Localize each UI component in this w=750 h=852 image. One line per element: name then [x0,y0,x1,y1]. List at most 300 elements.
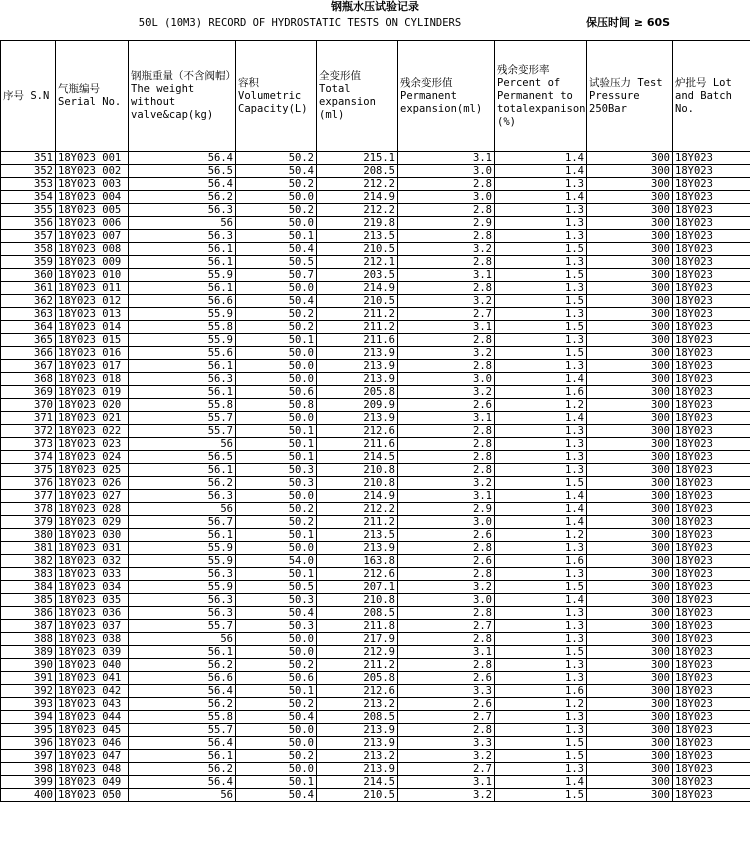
cell-sn: 371 [1,412,56,425]
cell-total-expansion: 207.1 [317,581,398,594]
cell-capacity: 50.0 [236,763,317,776]
cell-serial-no: 18Y023 042 [56,685,129,698]
table-row [1,217,750,230]
cell-weight: 56.2 [129,477,236,490]
cell-test-pressure: 300 [587,750,673,763]
cell-permanent-expansion: 2.6 [398,529,495,542]
cell-lot-batch: 18Y023 [673,685,750,698]
cell-permanent-expansion: 2.8 [398,633,495,646]
cell-weight: 56.4 [129,152,236,165]
cell-lot-batch: 18Y023 [673,204,750,217]
cell-serial-no: 18Y023 020 [56,399,129,412]
cell-total-expansion: 210.8 [317,477,398,490]
cell-serial-no: 18Y023 021 [56,412,129,425]
cell-sn: 369 [1,386,56,399]
table-row [1,282,750,295]
cell-weight: 56.7 [129,516,236,529]
cell-weight: 56.3 [129,490,236,503]
table-row [1,152,750,165]
cell-serial-no: 18Y023 046 [56,737,129,750]
cell-permanent-expansion: 2.7 [398,620,495,633]
cell-permanent-expansion: 2.8 [398,204,495,217]
cell-capacity: 50.1 [236,529,317,542]
cell-lot-batch: 18Y023 [673,451,750,464]
cell-weight: 56.1 [129,282,236,295]
cell-weight: 56.1 [129,646,236,659]
cell-weight: 56.4 [129,178,236,191]
cell-sn: 396 [1,737,56,750]
table-row [1,594,750,607]
cell-permanent-expansion: 2.8 [398,256,495,269]
cell-total-expansion: 212.6 [317,685,398,698]
cell-weight: 56.2 [129,698,236,711]
table-row [1,347,750,360]
cell-sn: 359 [1,256,56,269]
cell-weight: 55.9 [129,308,236,321]
cell-weight: 56.3 [129,373,236,386]
cell-total-expansion: 210.8 [317,594,398,607]
cell-serial-no: 18Y023 048 [56,763,129,776]
cell-serial-no: 18Y023 006 [56,217,129,230]
cell-total-expansion: 208.5 [317,607,398,620]
cell-total-expansion: 205.8 [317,386,398,399]
cell-percent: 1.4 [495,490,587,503]
cell-permanent-expansion: 3.3 [398,737,495,750]
cell-total-expansion: 211.2 [317,308,398,321]
cell-serial-no: 18Y023 010 [56,269,129,282]
cell-weight: 56.3 [129,594,236,607]
table-row [1,412,750,425]
table-row [1,191,750,204]
cell-percent: 1.3 [495,672,587,685]
cell-total-expansion: 213.5 [317,529,398,542]
cell-percent: 1.2 [495,698,587,711]
cell-lot-batch: 18Y023 [673,711,750,724]
cell-permanent-expansion: 3.2 [398,243,495,256]
cell-test-pressure: 300 [587,464,673,477]
cell-weight: 55.8 [129,399,236,412]
cell-sn: 364 [1,321,56,334]
cell-permanent-expansion: 2.8 [398,282,495,295]
cell-percent: 1.3 [495,438,587,451]
cell-lot-batch: 18Y023 [673,373,750,386]
cell-capacity: 50.0 [236,737,317,750]
cell-permanent-expansion: 2.8 [398,542,495,555]
cell-lot-batch: 18Y023 [673,607,750,620]
subtitle-row [0,14,750,32]
cell-sn: 384 [1,581,56,594]
cell-lot-batch: 18Y023 [673,217,750,230]
table-row [1,399,750,412]
cell-lot-batch: 18Y023 [673,191,750,204]
cell-capacity: 50.1 [236,685,317,698]
table-row [1,425,750,438]
cell-test-pressure: 300 [587,477,673,490]
cell-permanent-expansion: 3.2 [398,386,495,399]
cell-lot-batch: 18Y023 [673,594,750,607]
cell-permanent-expansion: 2.8 [398,438,495,451]
cell-sn: 377 [1,490,56,503]
cell-sn: 351 [1,152,56,165]
cell-serial-no: 18Y023 027 [56,490,129,503]
cell-test-pressure: 300 [587,425,673,438]
cell-sn: 378 [1,503,56,516]
cell-sn: 391 [1,672,56,685]
table-row [1,724,750,737]
cell-permanent-expansion: 3.0 [398,594,495,607]
cell-lot-batch: 18Y023 [673,568,750,581]
cell-serial-no: 18Y023 028 [56,503,129,516]
cell-capacity: 50.2 [236,204,317,217]
cell-sn: 372 [1,425,56,438]
cell-lot-batch: 18Y023 [673,750,750,763]
cell-capacity: 50.2 [236,152,317,165]
cell-lot-batch: 18Y023 [673,321,750,334]
cell-percent: 1.5 [495,243,587,256]
cell-permanent-expansion: 2.8 [398,425,495,438]
cell-capacity: 50.4 [236,165,317,178]
cell-test-pressure: 300 [587,529,673,542]
table-row [1,321,750,334]
header-weight: 钢瓶重量（不含阀帽）The weight without valve&cap(kg) [129,41,236,152]
cell-weight: 56.4 [129,737,236,750]
cell-capacity: 50.2 [236,516,317,529]
cell-lot-batch: 18Y023 [673,763,750,776]
cell-lot-batch: 18Y023 [673,581,750,594]
cell-percent: 1.3 [495,659,587,672]
cell-percent: 1.2 [495,399,587,412]
cell-test-pressure: 300 [587,711,673,724]
cell-weight: 55.8 [129,321,236,334]
cell-total-expansion: 205.8 [317,672,398,685]
cell-total-expansion: 212.2 [317,178,398,191]
cell-capacity: 50.0 [236,490,317,503]
cell-percent: 1.3 [495,464,587,477]
cell-total-expansion: 203.5 [317,269,398,282]
cell-sn: 353 [1,178,56,191]
cell-total-expansion: 211.2 [317,659,398,672]
cell-weight: 56.3 [129,204,236,217]
cell-percent: 1.5 [495,269,587,282]
cell-test-pressure: 300 [587,724,673,737]
cell-lot-batch: 18Y023 [673,438,750,451]
cell-weight: 56 [129,633,236,646]
cell-permanent-expansion: 2.8 [398,230,495,243]
cell-serial-no: 18Y023 041 [56,672,129,685]
cell-capacity: 50.0 [236,633,317,646]
header-test-pressure: 试验压力 Test Pressure 250Bar [587,41,673,152]
table-row [1,698,750,711]
cell-permanent-expansion: 3.1 [398,776,495,789]
cell-percent: 1.4 [495,776,587,789]
cell-permanent-expansion: 2.7 [398,763,495,776]
cell-serial-no: 18Y023 039 [56,646,129,659]
cell-serial-no: 18Y023 008 [56,243,129,256]
cell-total-expansion: 214.5 [317,451,398,464]
cell-test-pressure: 300 [587,607,673,620]
cell-sn: 392 [1,685,56,698]
cell-weight: 56.1 [129,750,236,763]
cell-lot-batch: 18Y023 [673,698,750,711]
cell-test-pressure: 300 [587,282,673,295]
cell-sn: 366 [1,347,56,360]
cell-lot-batch: 18Y023 [673,464,750,477]
cell-percent: 1.3 [495,425,587,438]
cell-total-expansion: 213.2 [317,750,398,763]
cell-sn: 383 [1,568,56,581]
cell-total-expansion: 208.5 [317,165,398,178]
cell-test-pressure: 300 [587,620,673,633]
cell-weight: 56.1 [129,529,236,542]
cell-weight: 55.7 [129,425,236,438]
cell-percent: 1.4 [495,165,587,178]
cell-capacity: 50.2 [236,659,317,672]
cell-capacity: 50.2 [236,321,317,334]
cell-capacity: 50.2 [236,308,317,321]
cell-total-expansion: 213.5 [317,230,398,243]
cell-lot-batch: 18Y023 [673,646,750,659]
table-row [1,503,750,516]
cell-total-expansion: 208.5 [317,711,398,724]
cell-sn: 393 [1,698,56,711]
cell-sn: 399 [1,776,56,789]
cell-weight: 56.5 [129,451,236,464]
cell-serial-no: 18Y023 036 [56,607,129,620]
cell-serial-no: 18Y023 040 [56,659,129,672]
cell-percent: 1.3 [495,230,587,243]
cell-test-pressure: 300 [587,152,673,165]
table-row [1,633,750,646]
cell-total-expansion: 211.6 [317,438,398,451]
table-row [1,555,750,568]
table-row [1,659,750,672]
cell-lot-batch: 18Y023 [673,477,750,490]
cell-capacity: 50.4 [236,711,317,724]
cell-test-pressure: 300 [587,568,673,581]
cell-permanent-expansion: 2.8 [398,451,495,464]
cell-total-expansion: 213.9 [317,347,398,360]
cell-lot-batch: 18Y023 [673,295,750,308]
cell-capacity: 50.7 [236,269,317,282]
cell-lot-batch: 18Y023 [673,334,750,347]
table-row [1,776,750,789]
cell-total-expansion: 211.6 [317,334,398,347]
cell-permanent-expansion: 2.8 [398,724,495,737]
cell-capacity: 50.0 [236,217,317,230]
table-row [1,204,750,217]
cell-serial-no: 18Y023 005 [56,204,129,217]
cell-sn: 381 [1,542,56,555]
table-row [1,165,750,178]
cell-serial-no: 18Y023 034 [56,581,129,594]
cell-lot-batch: 18Y023 [673,152,750,165]
cell-permanent-expansion: 3.1 [398,321,495,334]
cell-serial-no: 18Y023 043 [56,698,129,711]
cell-weight: 56.6 [129,672,236,685]
cell-lot-batch: 18Y023 [673,516,750,529]
cell-permanent-expansion: 3.0 [398,373,495,386]
cell-sn: 365 [1,334,56,347]
cell-permanent-expansion: 2.7 [398,711,495,724]
cell-weight: 56.5 [129,165,236,178]
header-row [1,41,750,152]
cell-capacity: 50.4 [236,243,317,256]
table-row [1,243,750,256]
cell-capacity: 50.0 [236,360,317,373]
cell-serial-no: 18Y023 013 [56,308,129,321]
cell-test-pressure: 300 [587,763,673,776]
cell-percent: 1.6 [495,555,587,568]
cell-permanent-expansion: 3.0 [398,516,495,529]
cell-percent: 1.3 [495,204,587,217]
cell-capacity: 50.0 [236,542,317,555]
cell-lot-batch: 18Y023 [673,776,750,789]
cell-sn: 362 [1,295,56,308]
cell-sn: 394 [1,711,56,724]
cell-permanent-expansion: 2.8 [398,178,495,191]
cell-test-pressure: 300 [587,399,673,412]
cell-permanent-expansion: 2.9 [398,217,495,230]
subtitle-record-heading: 50L (10M3) RECORD OF HYDROSTATIC TESTS ON CYLINDERS [138,17,462,29]
cell-lot-batch: 18Y023 [673,672,750,685]
cell-weight: 56.3 [129,230,236,243]
cell-permanent-expansion: 2.6 [398,698,495,711]
cell-serial-no: 18Y023 004 [56,191,129,204]
table-row [1,581,750,594]
cell-test-pressure: 300 [587,555,673,568]
cell-percent: 1.4 [495,152,587,165]
cell-capacity: 50.0 [236,646,317,659]
table-row [1,438,750,451]
cell-lot-batch: 18Y023 [673,503,750,516]
table-row [1,334,750,347]
cell-serial-no: 18Y023 018 [56,373,129,386]
cell-serial-no: 18Y023 030 [56,529,129,542]
cell-weight: 55.9 [129,581,236,594]
cell-total-expansion: 212.9 [317,646,398,659]
cell-serial-no: 18Y023 012 [56,295,129,308]
cell-total-expansion: 214.9 [317,490,398,503]
cell-lot-batch: 18Y023 [673,243,750,256]
cell-lot-batch: 18Y023 [673,425,750,438]
table-body [1,152,750,802]
cell-percent: 1.3 [495,282,587,295]
cell-serial-no: 18Y023 038 [56,633,129,646]
cell-capacity: 54.0 [236,555,317,568]
cell-lot-batch: 18Y023 [673,178,750,191]
cell-weight: 55.9 [129,269,236,282]
table-row [1,763,750,776]
cell-test-pressure: 300 [587,646,673,659]
cell-lot-batch: 18Y023 [673,360,750,373]
cell-sn: 380 [1,529,56,542]
cell-weight: 55.9 [129,542,236,555]
cell-weight: 56.1 [129,386,236,399]
cell-total-expansion: 212.2 [317,503,398,516]
table-row [1,685,750,698]
cell-capacity: 50.3 [236,594,317,607]
cell-sn: 367 [1,360,56,373]
cell-permanent-expansion: 3.2 [398,347,495,360]
cell-test-pressure: 300 [587,685,673,698]
cell-total-expansion: 213.9 [317,763,398,776]
cell-percent: 1.3 [495,256,587,269]
cell-capacity: 50.1 [236,568,317,581]
cell-percent: 1.5 [495,477,587,490]
cell-percent: 1.3 [495,724,587,737]
cell-permanent-expansion: 2.8 [398,659,495,672]
cell-percent: 1.4 [495,503,587,516]
header-serial-no: 气瓶编号 Serial No. [56,41,129,152]
document-title: 钢瓶水压试验记录 [331,0,419,13]
cell-permanent-expansion: 3.0 [398,165,495,178]
cell-serial-no: 18Y023 017 [56,360,129,373]
cell-percent: 1.3 [495,542,587,555]
cell-weight: 56 [129,217,236,230]
table-row [1,620,750,633]
cell-permanent-expansion: 2.8 [398,607,495,620]
cell-serial-no: 18Y023 015 [56,334,129,347]
table-row [1,477,750,490]
cell-sn: 397 [1,750,56,763]
cell-sn: 357 [1,230,56,243]
table-row [1,737,750,750]
cell-test-pressure: 300 [587,438,673,451]
cell-test-pressure: 300 [587,672,673,685]
cell-test-pressure: 300 [587,516,673,529]
cell-test-pressure: 300 [587,178,673,191]
cell-total-expansion: 213.9 [317,737,398,750]
cell-permanent-expansion: 2.8 [398,334,495,347]
cell-permanent-expansion: 2.7 [398,308,495,321]
cell-permanent-expansion: 3.2 [398,477,495,490]
cell-test-pressure: 300 [587,217,673,230]
cell-lot-batch: 18Y023 [673,620,750,633]
cell-serial-no: 18Y023 019 [56,386,129,399]
header-total-expansion: 全变形值 Total expansion (ml) [317,41,398,152]
hydrostatic-test-table [0,40,750,802]
cell-total-expansion: 219.8 [317,217,398,230]
cell-weight: 56.2 [129,659,236,672]
cell-test-pressure: 300 [587,295,673,308]
cell-weight: 55.7 [129,620,236,633]
cell-lot-batch: 18Y023 [673,542,750,555]
cell-sn: 390 [1,659,56,672]
cell-lot-batch: 18Y023 [673,737,750,750]
cell-percent: 1.3 [495,711,587,724]
cell-capacity: 50.1 [236,425,317,438]
cell-sn: 374 [1,451,56,464]
cell-serial-no: 18Y023 050 [56,789,129,802]
cell-sn: 356 [1,217,56,230]
cell-sn: 376 [1,477,56,490]
cell-test-pressure: 300 [587,737,673,750]
cell-weight: 55.8 [129,711,236,724]
cell-capacity: 50.0 [236,412,317,425]
cell-sn: 375 [1,464,56,477]
cell-sn: 386 [1,607,56,620]
cell-capacity: 50.5 [236,256,317,269]
header-permanent-expansion: 残余变形值 Permanent expansion(ml) [398,41,495,152]
cell-capacity: 50.1 [236,451,317,464]
cell-serial-no: 18Y023 001 [56,152,129,165]
cell-capacity: 50.3 [236,477,317,490]
table-row [1,373,750,386]
cell-total-expansion: 214.5 [317,776,398,789]
cell-lot-batch: 18Y023 [673,308,750,321]
cell-serial-no: 18Y023 007 [56,230,129,243]
cell-percent: 1.5 [495,321,587,334]
